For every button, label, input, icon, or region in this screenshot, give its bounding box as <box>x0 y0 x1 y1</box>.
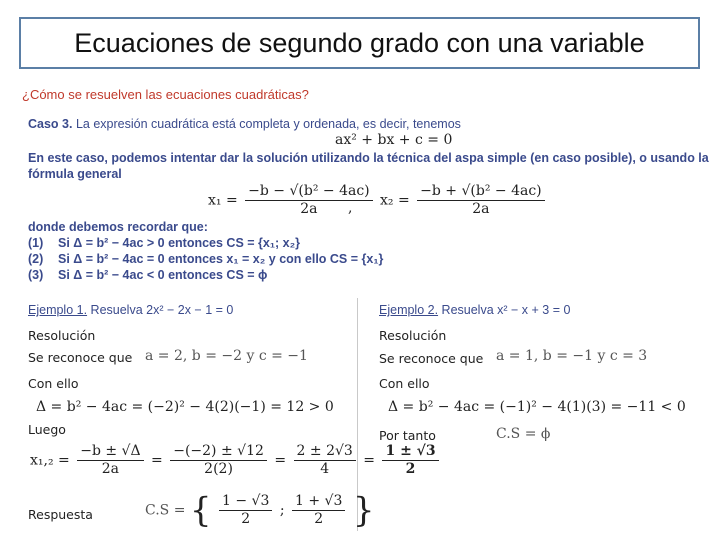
solution-1 <box>219 493 272 528</box>
roots-fraction-1 <box>77 443 143 478</box>
ejemplo1-solution-set <box>145 490 375 531</box>
solution-set-lhs: C.S = <box>145 502 186 519</box>
slide-title-box <box>19 17 700 69</box>
ejemplo1-prompt: Resuelva 2x² − 2x − 1 = 0 <box>90 303 234 317</box>
roots-fraction-2-den: 2(2) <box>204 460 233 477</box>
condition-1-text: Si Δ = b² − 4ac > 0 entonces CS = {x₁; x₂} <box>58 236 301 250</box>
caso-heading: Caso 3. <box>28 117 73 131</box>
caso-description: La expresión cuadrática está completa y ordenada, es decir, tenemos <box>75 117 461 131</box>
equals-sign: = <box>274 452 287 469</box>
solution-2 <box>292 493 345 528</box>
equals-sign: = <box>151 452 163 469</box>
caso-line-2: En este caso, podemos intentar dar la solución utilizando la técnica del aspa simple (en caso posible), o usando la <box>28 151 709 165</box>
x1-denominator: 2a <box>300 200 318 217</box>
condition-1 <box>28 236 300 250</box>
condition-3 <box>28 268 267 282</box>
roots-fraction-4-num: 1 ± √3 <box>382 443 438 461</box>
x2-numerator: −b + √(b² − 4ac) <box>417 183 544 201</box>
solution-1-den: 2 <box>241 510 251 527</box>
equals-sign: = <box>363 452 375 469</box>
roots-fraction-2 <box>170 443 267 478</box>
ejemplo2-delta: Δ = b² − 4ac = (−1)² − 4(1)(3) = −11 < 0 <box>388 399 686 415</box>
general-equation: ax² + bx + c = 0 <box>335 132 453 148</box>
condition-3-num: (3) <box>28 268 44 282</box>
ejemplo1-respuesta: Respuesta <box>28 507 93 522</box>
ejemplo1-delta: Δ = b² − 4ac = (−2)² − 4(2)(−1) = 12 > 0 <box>36 399 334 415</box>
formula-comma: , <box>348 200 353 216</box>
brace-open: { <box>189 490 212 531</box>
ejemplo2-por-tanto: Por tanto <box>379 428 436 443</box>
solution-2-num: 1 + √3 <box>292 493 345 511</box>
ejemplo1-luego: Luego <box>28 422 66 437</box>
slide-title: Ecuaciones de segundo grado con una variable <box>74 27 645 58</box>
condition-2-text: Si Δ = b² − 4ac = 0 entonces x₁ = x₂ y con ello CS = {x₁} <box>58 252 384 266</box>
brace-close: } <box>352 490 375 531</box>
roots-fraction-4-den: 2 <box>405 460 416 477</box>
x2-formula <box>380 183 548 218</box>
caso-line-1 <box>28 117 461 131</box>
ejemplo2-resolucion: Resolución <box>379 328 447 343</box>
ejemplo2-prompt: Resuelva x² − x + 3 = 0 <box>441 303 571 317</box>
ejemplo2-con-ello: Con ello <box>379 376 430 391</box>
condition-2-num: (2) <box>28 252 44 266</box>
x1-lhs: x₁ = <box>208 192 238 209</box>
x2-fraction <box>417 183 544 218</box>
roots-lhs: x₁,₂ = <box>30 452 70 469</box>
condition-3-text: Si Δ = b² − 4ac < 0 entonces CS = ϕ <box>58 268 268 282</box>
roots-fraction-3-den: 4 <box>320 460 330 477</box>
ejemplo1-resolucion: Resolución <box>28 328 96 343</box>
x1-fraction <box>245 183 372 218</box>
roots-fraction-3 <box>294 443 356 478</box>
solution-2-den: 2 <box>314 510 324 527</box>
roots-fraction-4 <box>382 443 438 478</box>
ejemplo1-title <box>28 303 233 317</box>
ejemplo1-roots <box>30 443 442 478</box>
ejemplo1-heading: Ejemplo 1. <box>28 303 88 317</box>
ejemplo2-reconoce-label: Se reconoce que <box>379 351 484 366</box>
ejemplo2-solution-set: C.S = ϕ <box>496 426 551 442</box>
ejemplo1-reconoce-label: Se reconoce que <box>28 350 133 365</box>
x2-denominator: 2a <box>472 200 490 217</box>
ejemplo1-reconoce-value: a = 2, b = −2 y c = −1 <box>145 348 308 364</box>
x1-numerator: −b − √(b² − 4ac) <box>245 183 372 201</box>
roots-fraction-1-den: 2a <box>101 460 120 477</box>
condition-2 <box>28 252 383 266</box>
roots-fraction-2-num: −(−2) ± √12 <box>170 443 267 461</box>
recordar-text: donde debemos recordar que: <box>28 220 208 234</box>
caso-line-3: fórmula general <box>28 167 122 181</box>
roots-fraction-3-num: 2 ± 2√3 <box>294 443 356 461</box>
solution-separator: ; <box>279 502 285 519</box>
ejemplo2-heading: Ejemplo 2. <box>379 303 439 317</box>
ejemplo2-title <box>379 303 570 317</box>
ejemplo1-con-ello: Con ello <box>28 376 79 391</box>
x2-lhs: x₂ = <box>380 192 410 209</box>
condition-1-num: (1) <box>28 236 44 250</box>
ejemplo2-reconoce-value: a = 1, b = −1 y c = 3 <box>496 348 648 364</box>
roots-fraction-1-num: −b ± √Δ <box>77 443 143 461</box>
solution-1-num: 1 − √3 <box>219 493 272 511</box>
slide-subtitle: ¿Cómo se resuelven las ecuaciones cuadráticas? <box>22 87 309 102</box>
